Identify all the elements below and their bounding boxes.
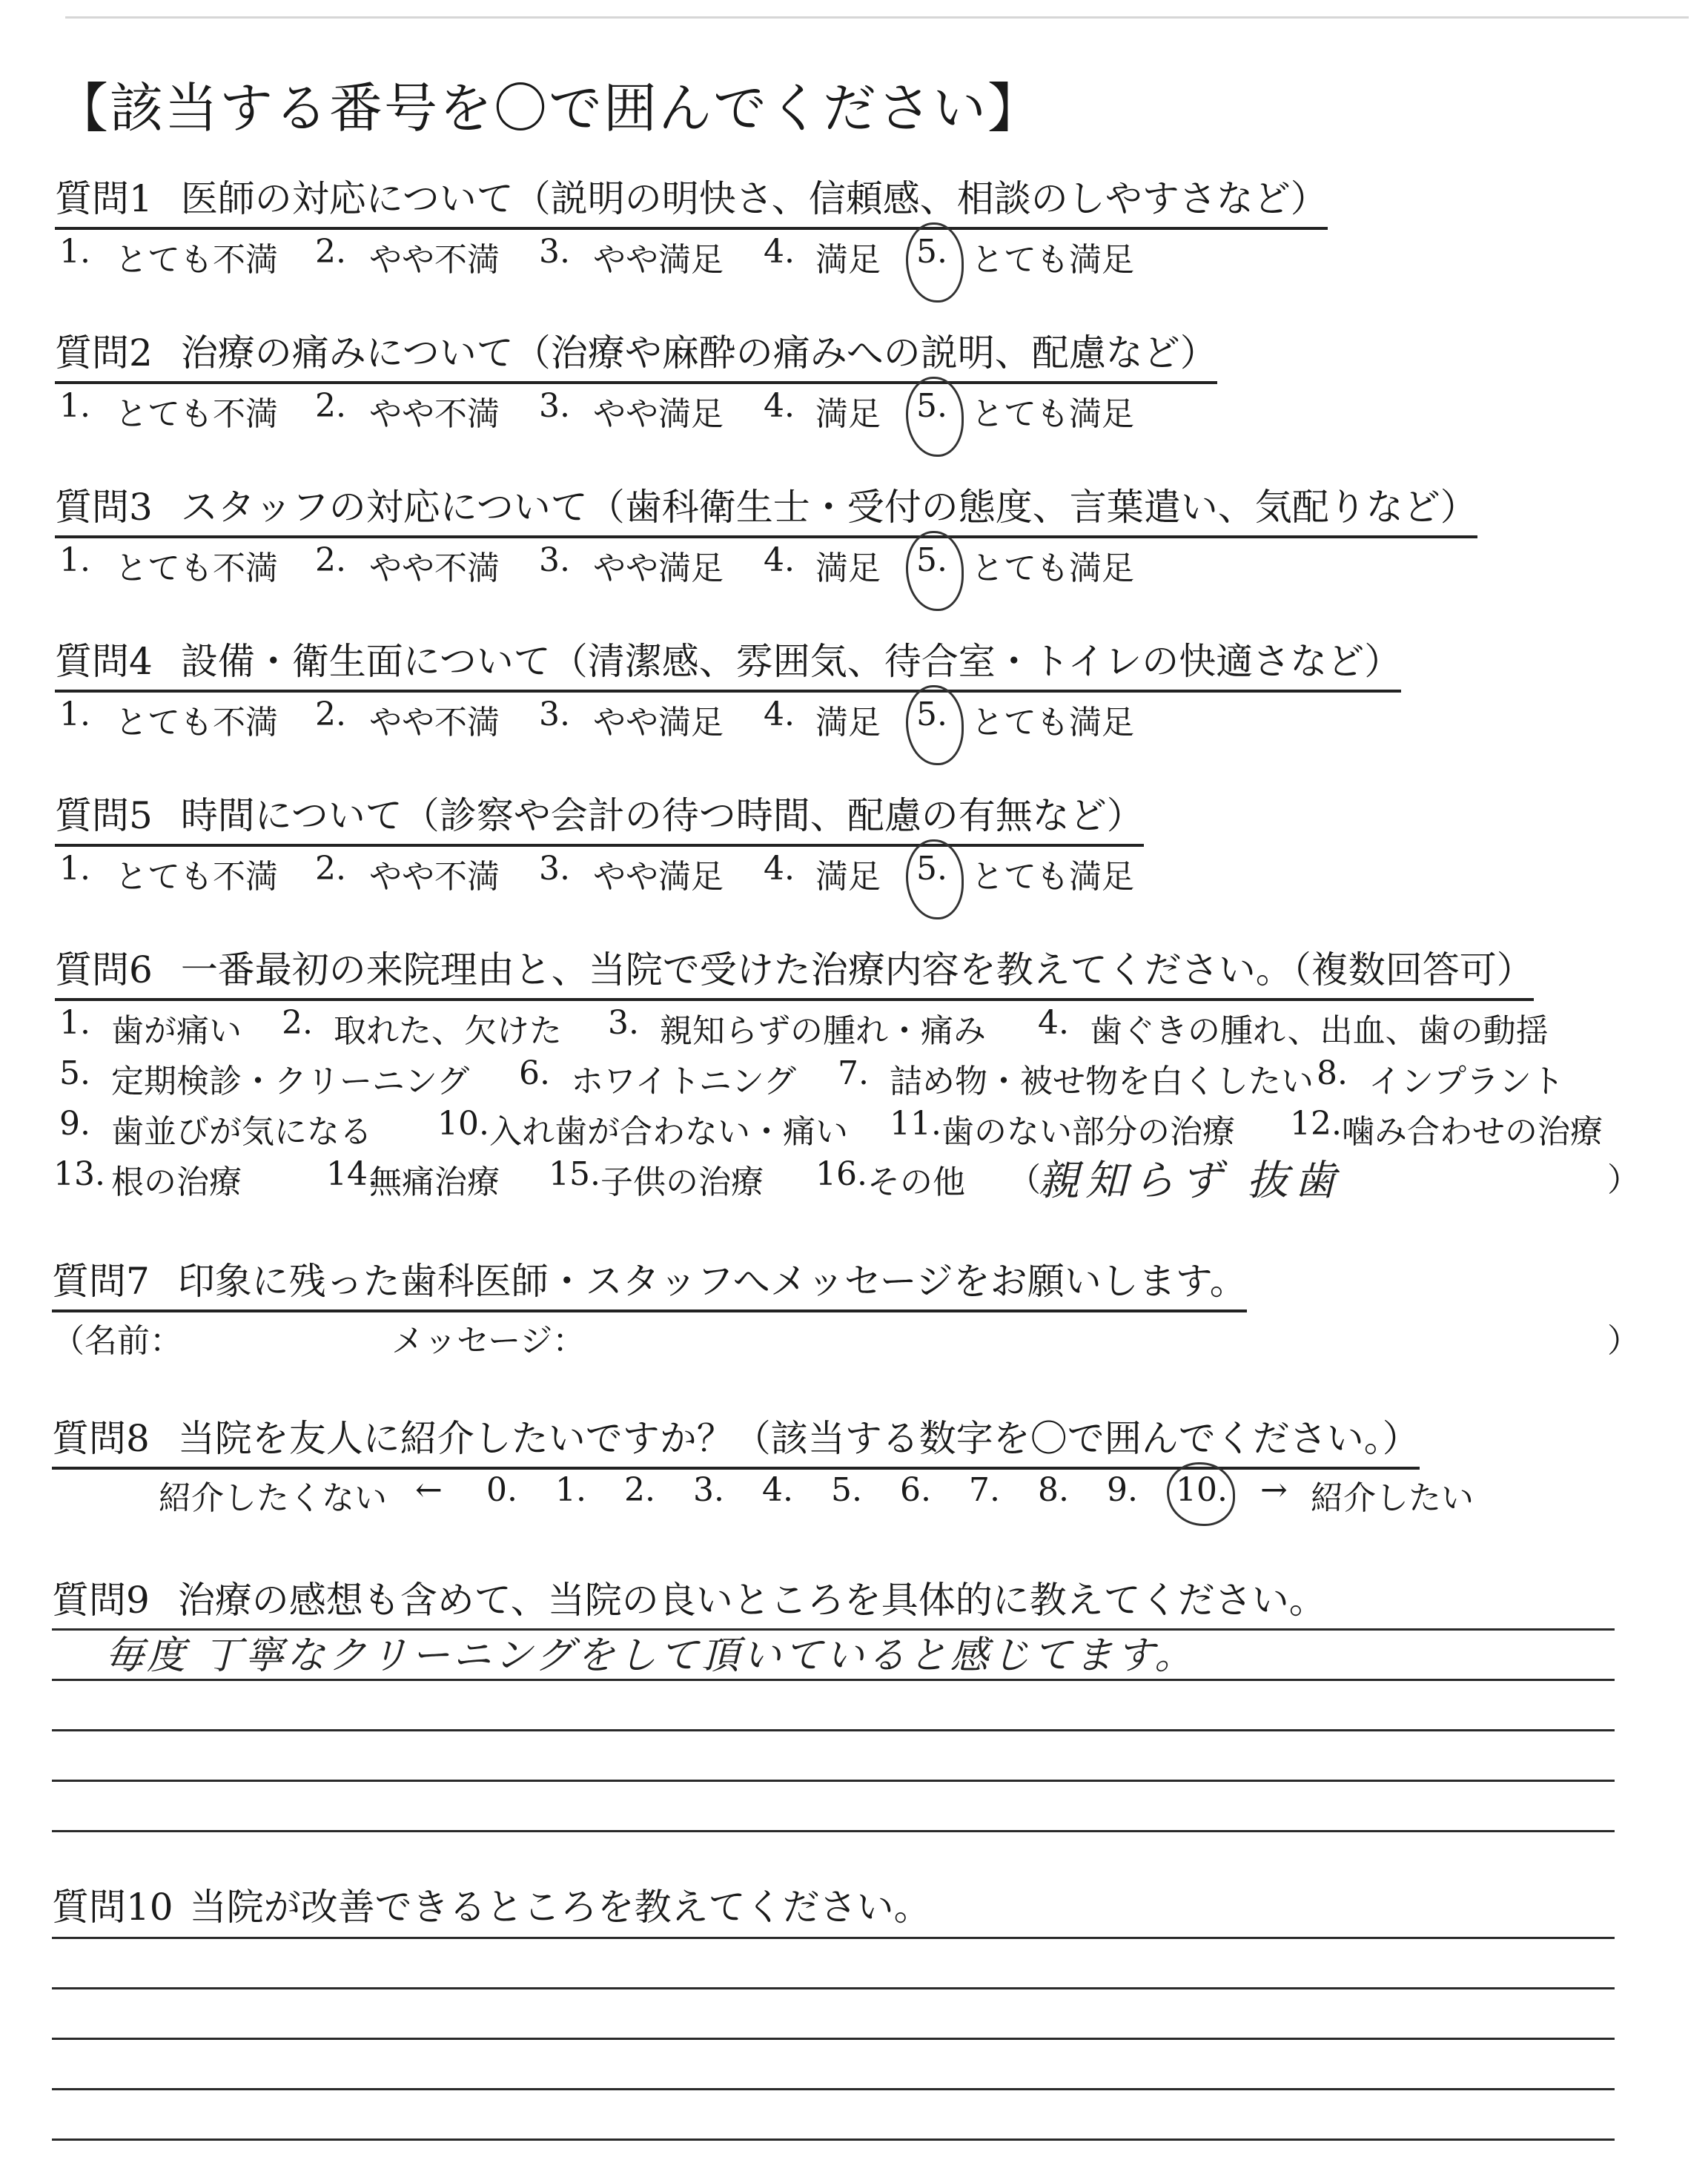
- q10-answer-line: [52, 2038, 1615, 2040]
- q6-option-label: ホワイトニング: [571, 1063, 797, 1100]
- q8-scale-number: 3.: [693, 1471, 724, 1509]
- q10-answer-line: [52, 1987, 1615, 1989]
- selection-circle: [906, 222, 964, 303]
- q10-number: 質問10: [52, 1886, 173, 1929]
- scale-number: 2.: [315, 850, 346, 888]
- scale-number: 4.: [764, 696, 795, 733]
- scale-number: 3.: [539, 696, 570, 733]
- scale-number: 5.: [916, 696, 947, 733]
- q1-text: 医師の対応について（説明の明快さ、信頼感、相談のしやすさなど）: [180, 177, 1328, 220]
- scale-number: 4.: [764, 541, 795, 579]
- scale-number: 5.: [916, 387, 947, 425]
- q8-scale-number: 1.: [555, 1471, 586, 1509]
- q1-number: 質問1: [55, 177, 153, 220]
- q6-option-number: 10.: [437, 1105, 489, 1143]
- q8-scale-number: 4.: [762, 1471, 793, 1509]
- q7-text: 印象に残った歯科医師・スタッフへメッセージをお願いします。: [177, 1260, 1247, 1303]
- q9-answer-line: [52, 1729, 1615, 1731]
- q6-option-number: 6.: [519, 1054, 550, 1092]
- selection-circle: [906, 839, 964, 919]
- scale-number: 1.: [59, 233, 90, 271]
- q4-text: 設備・衛生面について（清潔感、雰囲気、待合室・トイレの快適さなど）: [180, 640, 1402, 683]
- scale-number: 3.: [539, 387, 570, 425]
- scale-number: 4.: [764, 850, 795, 888]
- scale-number: 1.: [59, 387, 90, 425]
- q8-text: 当院を友人に紹介したいですか？（該当する数字を〇で囲んでください。）: [177, 1417, 1420, 1460]
- q8-scale-number: 6.: [900, 1471, 931, 1509]
- q8-scale-number: 7.: [969, 1471, 1000, 1509]
- scale-label: とても不満: [115, 395, 278, 433]
- q6-option-label: 詰め物・被せ物を白くしたい: [890, 1063, 1314, 1100]
- q1-heading: [55, 169, 1328, 230]
- scale-label: とても満足: [971, 395, 1134, 433]
- top-border: [65, 16, 1689, 19]
- q6-other-answer: 親知らず 抜歯: [1038, 1157, 1342, 1205]
- q8-scale-number: 8.: [1038, 1471, 1069, 1509]
- q8-left-label: 紹介したくない: [159, 1479, 387, 1517]
- q7-heading: [52, 1252, 1247, 1312]
- q6-other-open: （: [1008, 1161, 1041, 1199]
- q6-option-number: 4.: [1038, 1004, 1069, 1042]
- selection-circle: [1167, 1462, 1235, 1526]
- q6-other-close: ）: [1607, 1161, 1640, 1199]
- q3-number: 質問3: [55, 486, 153, 529]
- scale-label: やや満足: [593, 704, 724, 742]
- q6-option-label: 歯のない部分の治療: [941, 1113, 1235, 1151]
- q10-answer-line: [52, 1937, 1615, 1939]
- q6-option-number: 14.: [326, 1155, 378, 1193]
- q9-answer: 毎度 丁寧なクリーニングをして頂いていると感じてます。: [105, 1634, 1196, 1678]
- scale-label: やや満足: [593, 549, 724, 587]
- selection-circle: [906, 685, 964, 765]
- q6-option-number: 8.: [1317, 1054, 1348, 1092]
- q8-right-label: 紹介したい: [1311, 1479, 1474, 1517]
- scale-number: 1.: [59, 541, 90, 579]
- q6-option-number: 11.: [890, 1105, 941, 1143]
- q10-heading: [52, 1877, 931, 1931]
- scale-label: とても満足: [971, 858, 1134, 896]
- q7-close: ）: [1607, 1322, 1640, 1360]
- q6-option-number: 13.: [53, 1155, 105, 1193]
- scale-label: 満足: [815, 858, 881, 896]
- scale-number: 4.: [764, 387, 795, 425]
- q6-option-label: 入れ歯が合わない・痛い: [489, 1113, 848, 1151]
- scale-label: 満足: [815, 241, 881, 279]
- scale-number: 5.: [916, 541, 947, 579]
- q6-option-label: 歯が痛い: [111, 1012, 242, 1050]
- q6-option-number: 9.: [59, 1105, 90, 1143]
- q6-option-label: 子供の治療: [600, 1163, 764, 1201]
- q9-answer-line: [52, 1628, 1615, 1631]
- q6-option-number: 7.: [838, 1054, 869, 1092]
- q6-option-label: その他: [867, 1163, 965, 1201]
- q8-number: 質問8: [52, 1417, 150, 1460]
- scale-label: とても満足: [971, 241, 1134, 279]
- q8-scale-number: 0.: [486, 1471, 517, 1509]
- q3-heading: [55, 478, 1477, 538]
- scale-number: 3.: [539, 850, 570, 888]
- q3-text: スタッフの対応について（歯科衛生士・受付の態度、言葉遣い、気配りなど）: [180, 486, 1477, 529]
- q9-answer-line: [52, 1780, 1615, 1782]
- q5-text: 時間について（診察や会計の待つ時間、配慮の有無など）: [180, 794, 1144, 837]
- scale-label: とても満足: [971, 704, 1134, 742]
- q6-option-label: インプラント: [1368, 1063, 1564, 1100]
- scale-number: 5.: [916, 850, 947, 888]
- scale-number: 3.: [539, 233, 570, 271]
- q5-number: 質問5: [55, 794, 153, 837]
- q6-option-label: 噛み合わせの治療: [1342, 1113, 1603, 1151]
- scale-label: やや不満: [369, 704, 500, 742]
- q8-right-arrow: →: [1260, 1471, 1288, 1509]
- q10-text: 当院が改善できるところを教えてください。: [189, 1886, 931, 1929]
- scale-label: とても不満: [115, 549, 278, 587]
- q8-scale-number: 9.: [1107, 1471, 1138, 1509]
- q6-option-label: 定期検診・クリーニング: [111, 1063, 470, 1100]
- q6-option-number: 16.: [815, 1155, 867, 1193]
- q9-heading: [52, 1571, 1326, 1624]
- scale-number: 2.: [315, 696, 346, 733]
- q5-heading: [55, 786, 1144, 847]
- q6-option-label: 歯ぐきの腫れ、出血、歯の動揺: [1090, 1012, 1549, 1050]
- q2-heading: [55, 323, 1217, 384]
- q6-option-label: 歯並びが気になる: [111, 1113, 372, 1151]
- q8-scale-number: 2.: [624, 1471, 655, 1509]
- q6-option-label: 無痛治療: [369, 1163, 500, 1201]
- scale-number: 4.: [764, 233, 795, 271]
- q6-option-number: 15.: [549, 1155, 600, 1193]
- q4-heading: [55, 632, 1401, 693]
- scale-number: 1.: [59, 696, 90, 733]
- q7-name-label: （名前：: [52, 1322, 182, 1360]
- q6-option-number: 2.: [282, 1004, 313, 1042]
- scale-label: やや不満: [369, 395, 500, 433]
- selection-circle: [906, 377, 964, 457]
- q9-number: 質問9: [52, 1579, 150, 1622]
- scale-number: 2.: [315, 233, 346, 271]
- scale-number: 2.: [315, 387, 346, 425]
- q4-number: 質問4: [55, 640, 153, 683]
- scale-number: 3.: [539, 541, 570, 579]
- q6-number: 質問6: [55, 948, 153, 991]
- scale-label: とても満足: [971, 549, 1134, 587]
- q7-number: 質問7: [52, 1260, 150, 1303]
- q6-option-label: 取れた、欠けた: [334, 1012, 562, 1050]
- q6-option-number: 3.: [608, 1004, 639, 1042]
- q6-option-label: 根の治療: [111, 1163, 242, 1201]
- q8-scale-number: 10.: [1176, 1471, 1228, 1509]
- q10-answer-line: [52, 2138, 1615, 2141]
- scale-label: やや不満: [369, 549, 500, 587]
- scale-number: 1.: [59, 850, 90, 888]
- q6-option-number: 1.: [59, 1004, 90, 1042]
- q2-text: 治療の痛みについて（治療や麻酔の痛みへの説明、配慮など）: [180, 331, 1217, 374]
- q6-option-number: 12.: [1290, 1105, 1342, 1143]
- scale-label: やや満足: [593, 395, 724, 433]
- selection-circle: [906, 531, 964, 611]
- q8-scale-number: 5.: [831, 1471, 862, 1509]
- q6-heading: [55, 940, 1534, 1001]
- scale-label: やや満足: [593, 858, 724, 896]
- scale-label: 満足: [815, 395, 881, 433]
- q8-heading: [52, 1409, 1420, 1470]
- scale-number: 2.: [315, 541, 346, 579]
- q10-answer-line: [52, 2088, 1615, 2090]
- scale-label: とても不満: [115, 241, 278, 279]
- scale-label: 満足: [815, 704, 881, 742]
- scale-label: とても不満: [115, 704, 278, 742]
- page-title: 【該当する番号を〇で囲んでください】: [55, 77, 1043, 139]
- scale-label: やや不満: [369, 241, 500, 279]
- q8-left-arrow: ←: [415, 1471, 443, 1509]
- scale-label: やや満足: [593, 241, 724, 279]
- scale-label: とても不満: [115, 858, 278, 896]
- scale-label: 満足: [815, 549, 881, 587]
- q2-number: 質問2: [55, 331, 153, 374]
- q6-option-label: 親知らずの腫れ・痛み: [660, 1012, 986, 1050]
- q9-answer-line: [52, 1679, 1615, 1681]
- scale-number: 5.: [916, 233, 947, 271]
- q7-message-label: メッセージ：: [391, 1322, 586, 1360]
- q6-option-number: 5.: [59, 1054, 90, 1092]
- scale-label: やや不満: [369, 858, 500, 896]
- q9-text: 治療の感想も含めて、当院の良いところを具体的に教えてください。: [177, 1579, 1326, 1622]
- q6-text: 一番最初の来院理由と、当院で受けた治療内容を教えてください。（複数回答可）: [180, 948, 1534, 991]
- q9-answer-line: [52, 1830, 1615, 1832]
